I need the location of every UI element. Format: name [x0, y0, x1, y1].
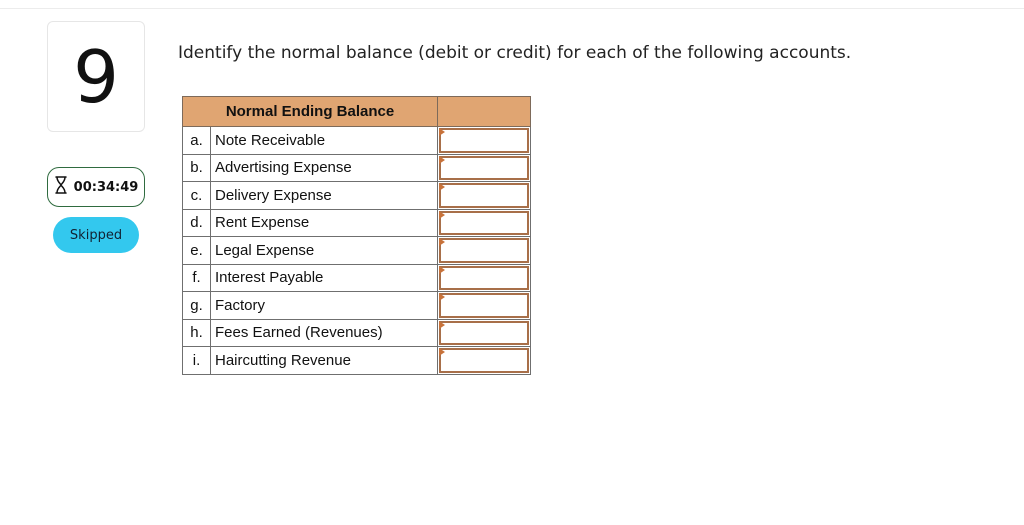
balance-dropdown[interactable] — [439, 321, 529, 346]
balance-dropdown[interactable] — [439, 293, 529, 318]
row-letter: d. — [183, 209, 211, 237]
table-row — [183, 347, 531, 375]
table-row — [183, 209, 531, 237]
account-name: Advertising Expense — [211, 154, 438, 182]
top-divider — [0, 8, 1024, 9]
table-header: Normal Ending Balance — [183, 97, 438, 127]
balance-dropdown[interactable] — [439, 183, 529, 208]
answer-cell — [438, 209, 531, 237]
timer-value: 00:34:49 — [73, 179, 139, 195]
row-letter: b. — [183, 154, 211, 182]
answer-cell — [438, 237, 531, 265]
table-row — [183, 182, 531, 210]
balance-dropdown[interactable] — [439, 156, 529, 181]
balance-dropdown[interactable] — [439, 348, 529, 373]
row-letter: c. — [183, 182, 211, 210]
answer-cell — [438, 292, 531, 320]
account-name: Fees Earned (Revenues) — [211, 319, 438, 347]
dropdown-marker-icon — [439, 348, 445, 356]
table-row — [183, 127, 531, 155]
account-name: Haircutting Revenue — [211, 347, 438, 375]
normal-balance-table — [182, 96, 531, 375]
row-letter: e. — [183, 237, 211, 265]
balance-dropdown[interactable] — [439, 128, 529, 153]
account-name: Delivery Expense — [211, 182, 438, 210]
dropdown-marker-icon — [439, 321, 445, 329]
table-row — [183, 319, 531, 347]
dropdown-marker-icon — [439, 211, 445, 219]
account-name: Interest Payable — [211, 264, 438, 292]
dropdown-marker-icon — [439, 238, 445, 246]
hourglass-icon — [54, 176, 68, 198]
answer-cell — [438, 319, 531, 347]
account-name: Rent Expense — [211, 209, 438, 237]
dropdown-marker-icon — [439, 293, 445, 301]
account-name: Factory — [211, 292, 438, 320]
row-letter: h. — [183, 319, 211, 347]
balance-dropdown[interactable] — [439, 211, 529, 236]
account-name: Note Receivable — [211, 127, 438, 155]
table-header-answer-cell — [438, 97, 531, 127]
row-letter: g. — [183, 292, 211, 320]
dropdown-marker-icon — [439, 266, 445, 274]
table-row — [183, 292, 531, 320]
answer-cell — [438, 182, 531, 210]
row-letter: i. — [183, 347, 211, 375]
balance-dropdown[interactable] — [439, 266, 529, 291]
row-letter: f. — [183, 264, 211, 292]
table-row — [183, 237, 531, 265]
timer-badge — [47, 167, 145, 207]
dropdown-marker-icon — [439, 183, 445, 191]
account-name: Legal Expense — [211, 237, 438, 265]
row-letter: a. — [183, 127, 211, 155]
dropdown-marker-icon — [439, 156, 445, 164]
table-row — [183, 154, 531, 182]
question-prompt: Identify the normal balance (debit or credit) for each of the following accounts. — [178, 43, 852, 63]
answer-cell — [438, 264, 531, 292]
balance-dropdown[interactable] — [439, 238, 529, 263]
answer-cell — [438, 347, 531, 375]
answer-cell — [438, 127, 531, 155]
answer-cell — [438, 154, 531, 182]
skipped-status-button[interactable]: Skipped — [53, 217, 139, 253]
question-number: 9 — [47, 21, 145, 132]
dropdown-marker-icon — [439, 128, 445, 136]
table-row — [183, 264, 531, 292]
